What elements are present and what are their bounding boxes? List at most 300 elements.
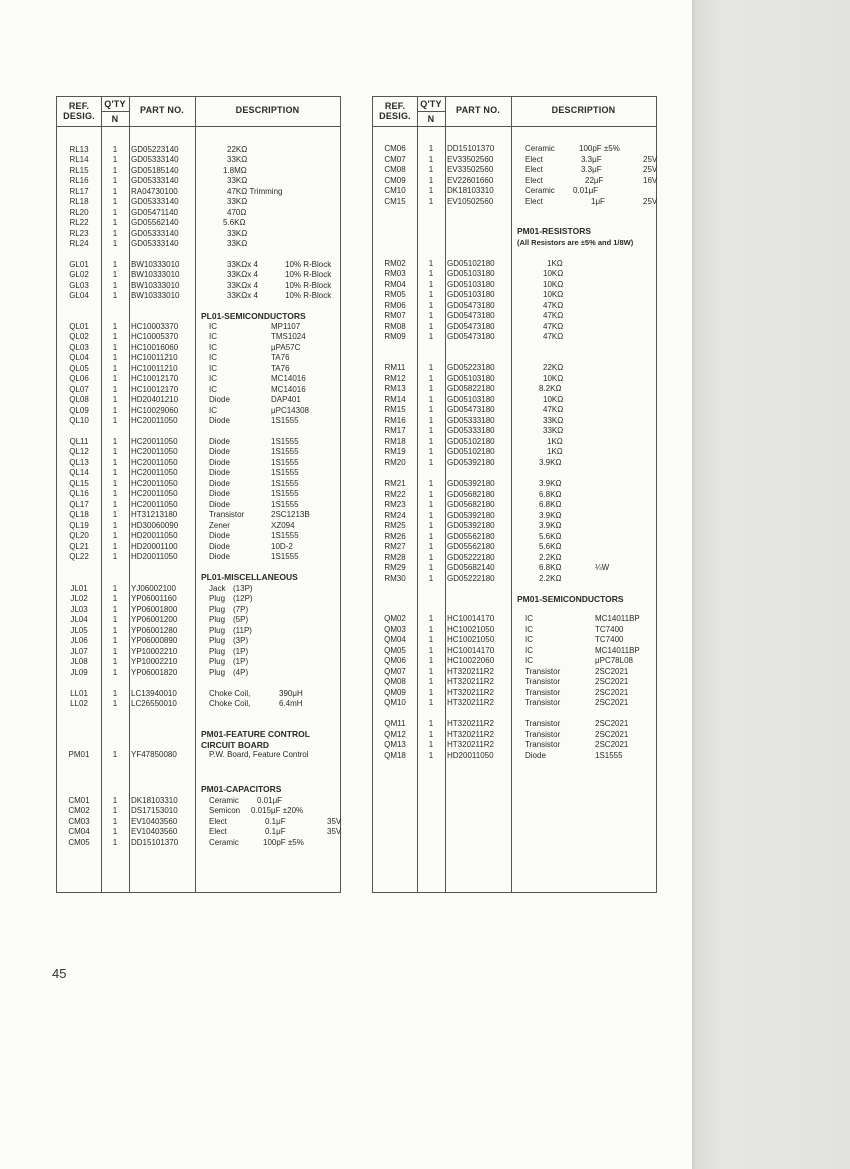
table-row	[57, 796, 340, 806]
page-number: 45	[52, 966, 67, 981]
quantity: 1	[428, 552, 434, 562]
part-number: DK18103310	[131, 795, 178, 805]
part-number: HC10021050	[447, 624, 495, 634]
ref-designator: QL21	[69, 541, 89, 551]
description-part: 1S1555	[271, 478, 299, 488]
ref-designator: LL02	[70, 699, 88, 708]
description-part: Choke Coil,	[209, 688, 251, 698]
section-heading: (All Resistors are ±5% and 1/8W)	[517, 238, 634, 247]
part-number: GD05392180	[447, 521, 495, 530]
description-part: IC	[209, 353, 217, 362]
ref-designator: RM06	[384, 300, 406, 310]
quantity: 1	[112, 342, 118, 352]
description-part: 1S1555	[271, 457, 299, 467]
description-part: Elect	[525, 165, 543, 174]
part-number: YP06001820	[131, 667, 178, 677]
ref-designator: QL02	[69, 332, 89, 341]
table-row	[373, 532, 656, 542]
part-number: GD05682180	[447, 489, 495, 499]
description-part: 33KΩ	[543, 415, 564, 425]
table-row	[373, 458, 656, 468]
ref-designator: RM04	[384, 279, 406, 289]
description-part: 2SC2021	[595, 740, 629, 749]
description-part: MP1107	[271, 321, 301, 331]
table-row	[373, 186, 656, 196]
quantity: 1	[428, 426, 434, 435]
ref-designator: RM27	[384, 542, 406, 551]
quantity: 1	[428, 144, 434, 153]
table-row	[373, 563, 656, 573]
description-part: IC	[525, 614, 533, 623]
part-number: GD05392180	[447, 479, 495, 488]
description-part: Plug	[209, 615, 226, 624]
description-part: 47KΩ	[543, 321, 564, 331]
quantity: 1	[428, 300, 434, 310]
table-row	[57, 322, 340, 332]
ref-designator: QL01	[69, 321, 89, 331]
quantity: 1	[112, 447, 118, 456]
description-part: Diode	[209, 541, 230, 551]
table-row	[57, 657, 340, 667]
part-number: HC20011050	[131, 416, 178, 425]
part-number: HC20011050	[131, 436, 178, 446]
description-part: Elect	[525, 175, 543, 185]
part-number: HC10016060	[131, 342, 179, 352]
quantity: 1	[112, 646, 118, 656]
quantity: 1	[112, 436, 118, 446]
quantity: 1	[112, 165, 118, 175]
quantity: 1	[428, 542, 434, 551]
description-part: Plug	[209, 594, 226, 603]
ref-designator: JL06	[70, 636, 88, 645]
description-part: 47KΩ	[543, 300, 564, 310]
ref-designator: CM02	[68, 806, 90, 815]
table-row	[57, 187, 340, 197]
quantity: 1	[428, 573, 434, 583]
part-number: HT320211R2	[447, 666, 494, 676]
description-part: 10KΩ	[543, 394, 564, 404]
part-number: GD05682140	[447, 563, 495, 572]
ref-designator: RL22	[69, 218, 89, 227]
part-number: GD05333140	[131, 239, 179, 248]
description-part: 6.4mH	[279, 699, 303, 708]
table-row	[373, 269, 656, 279]
description-part: IC	[209, 332, 217, 341]
ref-designator: QL20	[69, 531, 89, 540]
quantity: 1	[428, 279, 434, 289]
section-heading: PM01-CAPACITORS	[201, 784, 282, 794]
quantity: 1	[112, 207, 118, 217]
parts-table-right	[372, 96, 657, 893]
parts-table-left	[56, 96, 341, 893]
table-row	[57, 291, 340, 301]
ref-designator: QM05	[384, 645, 406, 655]
ref-designator: RM15	[384, 405, 406, 414]
part-number: GD05103180	[447, 373, 495, 383]
quantity: 1	[112, 321, 118, 331]
description-part: (13P)	[233, 583, 253, 593]
description-part: Ceramic	[525, 186, 555, 195]
quantity: 1	[112, 186, 118, 196]
description-part: IC	[209, 405, 217, 415]
description-part: (1P)	[233, 646, 249, 656]
quantity: 1	[428, 457, 434, 467]
description-part: 0.015μF ±20%	[251, 806, 304, 815]
part-number: HT320211R2	[447, 729, 494, 739]
quantity: 1	[112, 176, 118, 185]
table-row	[373, 553, 656, 563]
table-row	[57, 270, 340, 280]
table-row	[373, 165, 656, 175]
description-part: (3P)	[233, 636, 249, 645]
table-row	[373, 698, 656, 708]
quantity: 1	[112, 374, 118, 383]
ref-designator: CM09	[384, 175, 406, 185]
table-row	[57, 510, 340, 520]
ref-designator: CM15	[384, 196, 406, 206]
ref-designator: JL01	[70, 583, 88, 593]
description-part: 1KΩ	[547, 436, 563, 446]
quantity: 1	[428, 666, 434, 676]
ref-designator: RM03	[384, 269, 406, 278]
ref-designator: QL16	[69, 489, 89, 498]
description-part: 10% R-Block	[285, 280, 332, 290]
part-number: BW10333010	[131, 291, 180, 300]
table-row	[57, 531, 340, 541]
part-number: HC10014170	[447, 645, 495, 655]
table-row	[57, 208, 340, 218]
quantity: 1	[428, 269, 434, 278]
description-part: 470Ω	[227, 207, 247, 217]
header-ref: REF. DESIG.	[63, 101, 95, 121]
part-number: HC10022060	[447, 656, 495, 665]
table-row	[373, 395, 656, 405]
table-row	[57, 374, 340, 384]
ref-designator: RM07	[384, 311, 406, 320]
ref-designator: RL15	[69, 165, 89, 175]
description-part: 3.9KΩ	[539, 479, 562, 488]
ref-designator: QM06	[384, 656, 406, 665]
table-row	[57, 817, 340, 827]
table-row	[373, 259, 656, 269]
ref-designator: RM18	[384, 436, 406, 446]
description-part: 2SC2021	[595, 698, 629, 707]
table-row	[373, 301, 656, 311]
ref-designator: RL23	[69, 228, 89, 238]
description-part: MC14016	[271, 384, 306, 394]
part-number: HC20011050	[131, 489, 178, 498]
quantity: 1	[112, 604, 118, 614]
description-part: Diode	[209, 478, 230, 488]
description-part: 33KΩ	[227, 155, 248, 164]
quantity: 1	[112, 594, 118, 603]
quantity: 1	[428, 656, 434, 665]
description-part: Plug	[209, 667, 226, 677]
table-row	[373, 688, 656, 698]
quantity: 1	[428, 531, 434, 541]
table-row	[373, 625, 656, 635]
ref-designator: CM08	[384, 165, 406, 174]
ref-designator: QL09	[69, 405, 89, 415]
description-part: Diode	[209, 489, 230, 498]
description-part: TA76	[271, 353, 290, 362]
table-row	[373, 730, 656, 740]
description-part: 10% R-Block	[285, 259, 332, 269]
ref-designator: RM08	[384, 321, 406, 331]
table-row	[373, 437, 656, 447]
description-part: 1S1555	[271, 436, 299, 446]
quantity: 1	[112, 270, 118, 279]
table-row	[57, 447, 340, 457]
table-row	[57, 166, 340, 176]
description-part: TC7400	[595, 635, 624, 644]
description-part: 2.2KΩ	[539, 573, 562, 583]
header-qty-n: N	[111, 114, 119, 124]
part-number: HT320211R2	[447, 719, 494, 728]
quantity: 1	[112, 332, 118, 341]
table-row	[57, 353, 340, 363]
table-row	[373, 374, 656, 384]
ref-designator: QM11	[384, 719, 406, 728]
quantity: 1	[112, 489, 118, 498]
table-row	[57, 594, 340, 604]
description-part: Transistor	[525, 719, 561, 728]
description-part: IC	[525, 635, 533, 644]
header-qty: Q'TY	[420, 99, 442, 109]
quantity: 1	[112, 837, 118, 847]
part-number: HC10011210	[131, 353, 178, 362]
description-part: 3.9KΩ	[539, 457, 562, 467]
table-row	[57, 239, 340, 249]
quantity: 1	[428, 290, 434, 299]
description-part: 33KΩ	[227, 197, 248, 206]
description-part: 5.6KΩ	[539, 531, 562, 541]
section-heading: PL01-SEMICONDUCTORS	[201, 311, 306, 321]
ref-designator: QM07	[384, 666, 406, 676]
part-number: YP06001200	[131, 615, 178, 624]
part-number: HC10005370	[131, 332, 179, 341]
quantity: 1	[112, 806, 118, 815]
section-heading: PM01-RESISTORS	[517, 226, 592, 236]
table-row	[57, 437, 340, 447]
ref-designator: JL07	[70, 646, 88, 656]
description-part: 35V	[327, 827, 342, 836]
description-part: 1μF	[591, 196, 605, 206]
ref-designator: CM04	[68, 827, 90, 836]
description-part: Semicon	[209, 806, 241, 815]
part-number: GD05333180	[447, 415, 495, 425]
description-part: 33KΩ	[227, 176, 248, 185]
description-part: Diode	[525, 750, 546, 760]
ref-designator: RM23	[384, 500, 406, 509]
page-edge-shadow	[692, 0, 850, 1169]
part-number: GD05222180	[447, 552, 495, 562]
part-number: GD05562180	[447, 531, 495, 541]
table-row	[373, 521, 656, 531]
quantity: 1	[112, 468, 118, 477]
description-part: 1KΩ	[547, 258, 563, 268]
description-part: Diode	[209, 552, 230, 561]
part-number: BW10333010	[131, 259, 180, 269]
quantity: 1	[112, 750, 118, 759]
table-row	[57, 699, 340, 709]
quantity: 1	[428, 415, 434, 425]
quantity: 1	[112, 520, 118, 530]
part-number: GD05222180	[447, 573, 495, 583]
ref-designator: RM19	[384, 447, 406, 456]
ref-designator: QL19	[69, 520, 89, 530]
description-part: 6.8KΩ	[539, 563, 562, 572]
quantity: 1	[428, 750, 434, 760]
description-part: Diode	[209, 468, 230, 477]
quantity: 1	[112, 499, 118, 509]
table-row	[57, 647, 340, 657]
table-row	[57, 229, 340, 239]
ref-designator: RM16	[384, 415, 406, 425]
description-part: Jack	[209, 583, 226, 593]
table-row	[373, 144, 656, 154]
table-row	[57, 343, 340, 353]
table-row	[57, 218, 340, 228]
quantity: 1	[112, 384, 118, 394]
ref-designator: RM13	[384, 384, 406, 393]
part-number: GD05682180	[447, 500, 495, 509]
description-part: Diode	[209, 436, 230, 446]
quantity: 1	[112, 259, 118, 269]
quantity: 1	[428, 332, 434, 341]
description-part: 2SC2021	[595, 666, 629, 676]
ref-designator: GL01	[69, 259, 89, 269]
table-row	[373, 542, 656, 552]
ref-designator: CM07	[384, 154, 406, 164]
part-number: GD05473180	[447, 300, 495, 310]
ref-designator: RM11	[384, 363, 406, 372]
ref-designator: JL08	[70, 657, 88, 666]
ref-designator: RM30	[384, 573, 406, 583]
ref-designator: QL06	[69, 374, 89, 383]
ref-designator: QL17	[69, 499, 89, 509]
ref-designator: QL18	[69, 510, 89, 519]
quantity: 1	[112, 228, 118, 238]
description-part: Diode	[209, 457, 230, 467]
part-number: GD05562140	[131, 218, 179, 227]
quantity: 1	[112, 827, 118, 836]
table-row	[373, 176, 656, 186]
description-part: Plug	[209, 657, 226, 666]
quantity: 1	[112, 144, 118, 154]
description-part: μPC78L08	[595, 656, 633, 665]
description-part: Diode	[209, 447, 230, 456]
ref-designator: RL17	[69, 186, 89, 196]
description-part: Plug	[209, 646, 226, 656]
table-row	[57, 458, 340, 468]
ref-designator: QM10	[384, 698, 406, 707]
table-row	[373, 500, 656, 510]
part-number: HC20011050	[131, 468, 178, 477]
ref-designator: LL01	[70, 688, 88, 698]
table-row	[57, 281, 340, 291]
quantity: 1	[112, 510, 118, 519]
quantity: 1	[428, 175, 434, 185]
description-part: P.W. Board, Feature Control	[209, 750, 309, 759]
table-row	[57, 416, 340, 426]
ref-designator: RM24	[384, 510, 406, 520]
part-number: HC20011050	[131, 499, 178, 509]
table-row	[373, 646, 656, 656]
quantity: 1	[112, 531, 118, 540]
description-part: (1P)	[233, 657, 249, 666]
part-number: GD05103180	[447, 290, 495, 299]
quantity: 1	[112, 615, 118, 624]
table-row	[57, 385, 340, 395]
description-part: 1S1555	[271, 489, 299, 498]
table-row	[373, 322, 656, 332]
table-row	[57, 584, 340, 594]
table-row	[57, 406, 340, 416]
description-part: 0.01μF	[573, 186, 599, 195]
header-qty: Q'TY	[104, 99, 126, 109]
quantity: 1	[428, 698, 434, 707]
table-row	[373, 719, 656, 729]
quantity: 1	[112, 239, 118, 248]
part-number: HT31213180	[131, 510, 178, 519]
description-part: 1S1555	[271, 552, 299, 561]
description-part: 1S1555	[271, 499, 299, 509]
ref-designator: CM10	[384, 186, 406, 195]
description-part: 2SC2021	[595, 719, 629, 728]
section-heading: CIRCUIT BOARD	[201, 740, 269, 750]
part-number: HD20011050	[447, 750, 494, 760]
description-part: Diode	[209, 531, 230, 540]
description-part: Elect	[525, 154, 543, 164]
table-row	[57, 838, 340, 848]
description-part: 10% R-Block	[285, 270, 332, 279]
part-number: GD05822180	[447, 384, 495, 393]
table-row	[57, 542, 340, 552]
table-row	[57, 521, 340, 531]
table-row	[57, 489, 340, 499]
part-number: BW10333010	[131, 270, 180, 279]
ref-designator: QL03	[69, 342, 89, 352]
part-number: EV10502560	[447, 196, 494, 206]
ref-designator: QM08	[384, 677, 406, 686]
ref-designator: QL11	[69, 436, 89, 446]
ref-designator: RM14	[384, 394, 406, 404]
description-part: Transistor	[209, 510, 245, 519]
description-part: 22KΩ	[543, 363, 564, 372]
quantity: 1	[112, 552, 118, 561]
part-number: LC26550010	[131, 699, 177, 708]
ref-designator: JL09	[70, 667, 88, 677]
quantity: 1	[428, 154, 434, 164]
table-row	[57, 468, 340, 478]
table-row	[373, 574, 656, 584]
part-number: DS17153010	[131, 806, 178, 815]
table-row	[373, 677, 656, 687]
description-part: 1S1555	[271, 468, 299, 477]
ref-designator: RL24	[69, 239, 89, 248]
quantity: 1	[428, 311, 434, 320]
table-row	[373, 405, 656, 415]
description-part: (5P)	[233, 615, 249, 624]
description-part: 2SC2021	[595, 677, 629, 686]
description-part: Elect	[525, 196, 543, 206]
part-number: HC10003370	[131, 321, 179, 331]
description-part: 2SC2021	[595, 687, 629, 697]
ref-designator: QM09	[384, 687, 406, 697]
description-part: 0.01μF	[257, 795, 283, 805]
ref-designator: RM29	[384, 563, 406, 572]
